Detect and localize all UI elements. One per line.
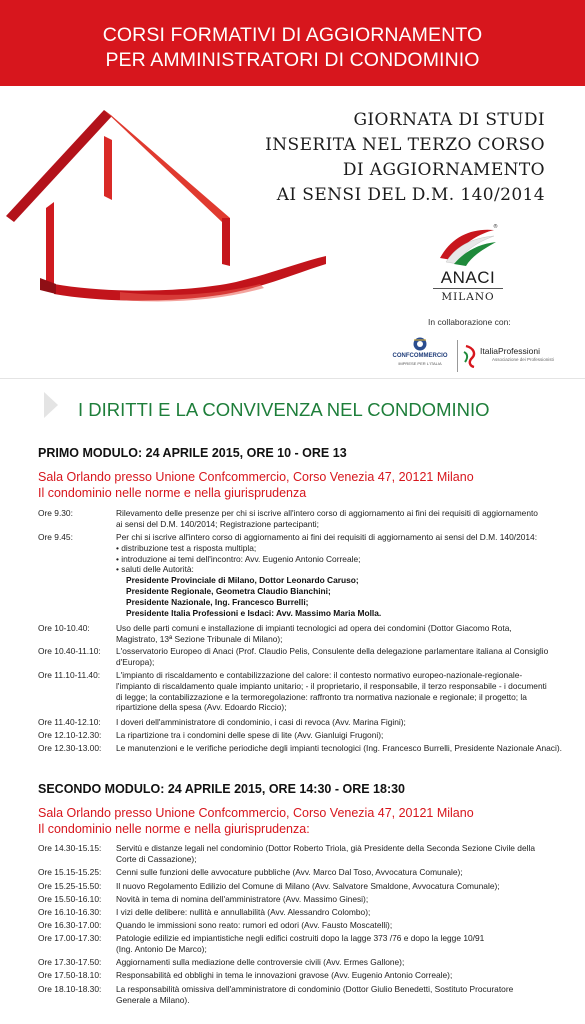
bullet-item: • saluti delle Autorità: [116, 564, 194, 575]
bullet-item: • distribuzione test a risposta multipla; [116, 542, 257, 553]
module-1-heading: PRIMO MODULO: 24 APRILE 2015, ORE 10 - ORE 13 [38, 446, 347, 460]
description-line: Uso delle parti comuni e installazione di impianti tecnologici ad opera dei condomini (Dottor Giacomo Rota, [116, 623, 512, 633]
authority-line: Presidente Provinciale di Milano, Dottor Leonardo Caruso; [126, 575, 359, 586]
description-line: Patologie edilizie ed impiantistiche negli edifici costruiti dopo la lagge 373 /76 e dopo la legge 10/91 [116, 933, 485, 943]
bullet-item: • introduzione ai temi dell'incontro: Avv. Eugenio Antonio Correale; [116, 553, 361, 564]
schedule-time: Ore 9.45: [38, 532, 73, 542]
description-line: Il nuovo Regolamento Edilizio del Comune di Milano (Avv. Salvatore Smaldone, Avvocatura Comunale); [116, 881, 500, 891]
schedule-time: Ore 17.30-17.50: [38, 957, 102, 967]
module-1-subtitle: Il condominio nelle norme e nella giurisprudenza [38, 486, 307, 500]
description-line: l'impianto di riscaldamento quale impianto unitario; - il proprietario, il responsabile, il terzo responsabile - i documenti [116, 680, 547, 691]
schedule-description [116, 743, 568, 754]
description-line: L'impianto di riscaldamento e contabilizzazione del calore: il contesto normativo europeo-nazionale-regionale- [116, 670, 523, 680]
description-line: Generale a Milano). [116, 994, 190, 1005]
header-title-line-1: CORSI FORMATIVI DI AGGIORNAMENTO [102, 24, 483, 46]
collaboration-label: In collaborazione con: [428, 317, 511, 327]
section-divider [0, 378, 585, 379]
schedule-time: Ore 10.40-11.10: [38, 646, 101, 656]
schedule-time: Ore 14.30-15.15: [38, 843, 102, 853]
authority-line: Presidente Italia Professioni e Isdaci: Avv. Massimo Maria Molla. [126, 607, 382, 618]
schedule-description [116, 920, 568, 931]
italia-professioni-subtitle: Associazione dei Professionisti [492, 357, 554, 362]
description-line: La responsabilità omissiva dell'amministratore di condominio (Dottor Giulio Benedetti, Sostituto Procuratore [116, 984, 514, 994]
confcommercio-logo [385, 336, 455, 372]
italia-professioni-logo [462, 342, 572, 370]
schedule-time: Ore 15.50-16.10: [38, 894, 102, 904]
schedule-description [116, 957, 568, 968]
description-line: Aggiornamenti sulla mediazione delle controversie civili (Avv. Ermes Gallone); [116, 957, 405, 967]
schedule-description [116, 933, 568, 955]
schedule-time: Ore 10-10.40: [38, 623, 90, 633]
schedule-description [116, 984, 568, 1006]
schedule-time: Ore 16.30-17.00: [38, 920, 102, 930]
schedule-description [116, 623, 568, 645]
schedule-description [116, 881, 568, 892]
schedule-description [116, 670, 568, 713]
anaci-logo-mark [438, 222, 498, 266]
description-line: Le manutenzioni e le verifiche periodiche degli impianti tecnologici (Ing. Francesco Burrelli, Presidente Nazionale Anaci). [116, 743, 562, 753]
confcommercio-subtitle: IMPRESE PER L'ITALIA [398, 361, 442, 366]
schedule-description [116, 894, 568, 905]
schedule-time: Ore 9.30: [38, 508, 73, 518]
description-line: I vizi delle delibere: nullità e annullabilità (Avv. Alessandro Colombo); [116, 907, 371, 917]
description-line: di legge; la contabilizzazione e la termoregolazione: raffronto tra normativa nazionale e regionale; il progetto; la [116, 691, 527, 702]
description-line: Per chi si iscrive all'intero corso di aggiornamento ai fini dei requisiti di aggiornamento ai sensi del D.M. 140/2014: [116, 532, 538, 542]
schedule-time: Ore 11.10-11.40: [38, 670, 101, 680]
schedule-time: Ore 18.10-18.30: [38, 984, 102, 994]
schedule-description [116, 717, 568, 728]
schedule-time: Ore 17.50-18.10: [38, 970, 102, 980]
header-banner [0, 0, 585, 86]
study-day-line-1: GIORNATA DI STUDI [353, 110, 545, 130]
confcommercio-name: CONFCOMMERCIO [392, 353, 448, 359]
schedule-time: Ore 15.25-15.50: [38, 881, 102, 891]
anaci-name: ANACI [440, 268, 496, 287]
module-1-location: Sala Orlando presso Unione Confcommercio, Corso Venezia 47, 20121 Milano [38, 470, 474, 484]
schedule-time: Ore 17.00-17.30: [38, 933, 102, 943]
header-title-line-2: PER AMMINISTRATORI DI CONDOMINIO [105, 49, 480, 71]
registered-mark: ® [493, 224, 498, 230]
authority-line: Presidente Nazionale, Ing. Francesco Burrelli; [126, 596, 309, 607]
module-2-heading: SECONDO MODULO: 24 APRILE 2015, ORE 14:30 - ORE 18:30 [38, 782, 406, 796]
description-line: Cenni sulle funzioni delle avvocature pubbliche (Avv. Marco Dal Toso, Avvocatura Comunale); [116, 867, 463, 877]
schedule-time: Ore 12.30-13.00: [38, 743, 102, 753]
description-line: Rilevamento delle presenze per chi si iscrive all'intero corso di aggiornamento ai fini dei requisiti di aggiornamento [116, 508, 538, 518]
chevron-right-icon [44, 392, 58, 418]
italia-professioni-emblem-icon [462, 344, 478, 368]
schedule-description [116, 646, 568, 668]
partner-divider [457, 340, 458, 372]
italia-professioni-name: ItaliaProfessioni [480, 346, 541, 356]
schedule-description [116, 730, 568, 741]
schedule-time: Ore 15.15-15.25: [38, 867, 102, 877]
section-title: I DIRITTI E LA CONVIVENZA NEL CONDOMINIO [78, 399, 490, 420]
confcommercio-emblem-icon [385, 336, 455, 352]
description-line: d'Europa); [116, 656, 155, 667]
description-line: L'osservatorio Europeo di Anaci (Prof. Claudio Pelis, Consulente della delegazione parlamentare italiana al Consiglio [116, 646, 549, 656]
schedule-time: Ore 11.40-12.10: [38, 717, 101, 727]
study-day-line-3: DI AGGIORNAMENTO [342, 160, 545, 180]
description-line: Corte di Cassazione); [116, 853, 197, 864]
module-2-location: Sala Orlando presso Unione Confcommercio, Corso Venezia 47, 20121 Milano [38, 806, 474, 820]
authority-line: Presidente Regionale, Geometra Claudio Bianchini; [126, 585, 331, 596]
schedule-time: Ore 12.10-12.30: [38, 730, 102, 740]
schedule-description [116, 508, 568, 530]
description-line: La ripartizione tra i condomini delle spese di lite (Avv. Gianluigi Frugoni); [116, 730, 384, 740]
description-line: I doveri dell'amministratore di condominio, i casi di revoca (Avv. Marina Figini); [116, 717, 406, 727]
description-line: ai sensi del D.M. 140/2014; Registrazione partecipanti; [116, 518, 319, 529]
schedule-description [116, 843, 568, 865]
description-line: Novità in tema di nomina dell'amministratore (Avv. Massimo Ginesi); [116, 894, 369, 904]
study-day-line-4: AI SENSI DEL D.M. 140/2014 [276, 185, 545, 205]
schedule-description [116, 970, 568, 981]
schedule-description [116, 867, 568, 878]
description-line: (Ing. Antonio De Marco); [116, 943, 207, 954]
anaci-divider [433, 288, 503, 289]
description-line: Responsabilità ed obblighi in tema le innovazioni gravose (Avv. Eugenio Antonio Correale); [116, 970, 453, 980]
anaci-city: MILANO [441, 291, 495, 303]
description-line: Servitù e distanze legali nel condominio (Dottor Roberto Triola, già Presidente della Seconda Sezione Civile della [116, 843, 535, 853]
schedule-time: Ore 16.10-16.30: [38, 907, 102, 917]
description-line: Magistrato, 13ª Sezione Tribunale di Milano); [116, 633, 283, 644]
study-day-line-2: INSERITA NEL TERZO CORSO [265, 135, 545, 155]
description-line: Quando le immissioni sono reato: rumori ed odori (Avv. Fausto Moscatelli); [116, 920, 393, 930]
schedule-description [116, 532, 568, 618]
description-line: ripartizione della spesa (Avv. Edoardo Riccio); [116, 702, 287, 713]
schedule-description [116, 907, 568, 918]
module-2-subtitle: Il condominio nelle norme e nella giurisprudenza: [38, 822, 310, 836]
